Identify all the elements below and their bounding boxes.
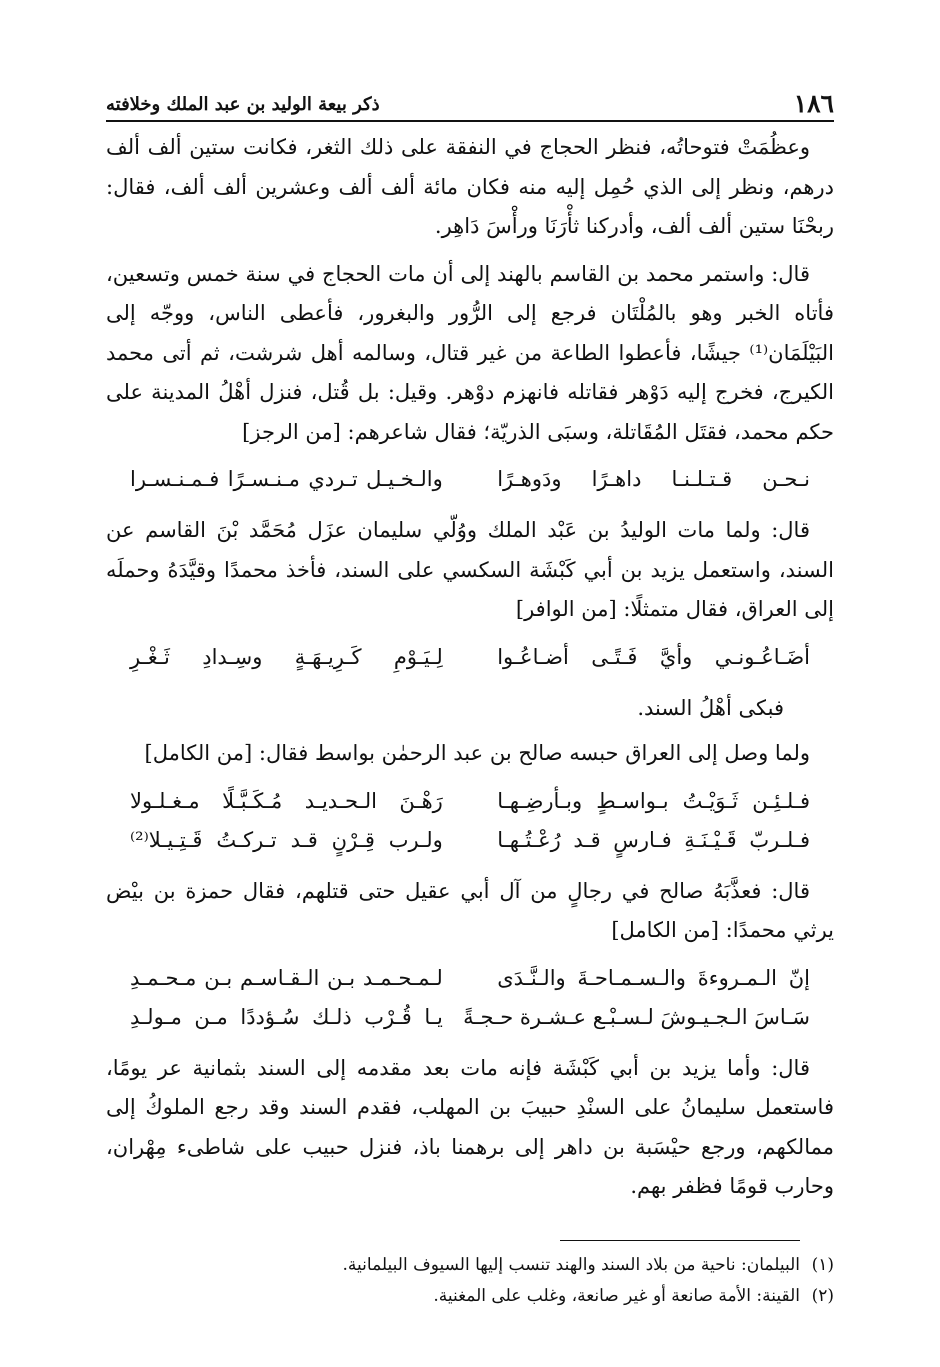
verse-hemistich-first: سَـاسَ الـجـيـوشَ لـسـبْـع عـشـرة حـجـةً [463,1004,810,1029]
verse-hemistich-first: نـحـن قـتـلـنـا داهـرًا ودَوهـرًا [497,467,810,491]
poem-rajaz [106,460,834,499]
verse-hemistich-first: أضَـاعُـونـي وأيَّ فَـتًـى أضـاعُـوا [497,644,810,669]
running-title: ذكر بيعة الوليد بن عبد الملك وخلافته [106,94,380,115]
footnote-text: القينة: الأمة صانعة أو غير صانعة، وغلب على المغنية. [433,1286,800,1306]
verse-hemistich-first: فـلـربّ قَـيْـنَـةِ فـارسٍ قـد رُعْـتُـهـا [497,827,810,852]
paragraph-7: قال: وأما يزيد بن أبي كَبْشَة فإنه مات بعد مقدمه إلى السند بثمانية عر يومًا، فاستعمل سليمانُ على السنْدِ حبيبَ بن المهلب، فقدم السند وقد رجع الملوكُ إلى ممالكهم، ورجع حيْسَبة بن داهر إلى برهمنا باذ، فنزل حبيب على شاطىء مِهْران، وحارب قومًا فظفر بهم. [106,1055,834,1198]
verse-line [106,821,834,860]
footnote-text: البيلمان: ناحية من بلاد السند والهند تنسب إليها السيوف البيلمانية. [342,1255,800,1275]
paragraph-6: قال: فعذَّبَهُ صالح في رجالٍ من آل أبي عقيل حتى قتلهم، فقال حمزة بن بيْض يرثي محمدًا: [من الكامل] [106,878,834,942]
footnote [106,1250,834,1281]
verse-line [106,959,834,998]
footnote [106,1281,834,1312]
paragraph-1: وعظُمَتْ فتوحاتُه، فنظر الحجاج في النفقة على ذلك الثغر، فكانت ستين ألف ألف درهم، ونظر إلى الذي حُمِل إليه منه فكان مائة ألف ألف وعشرين ألف ألف، فقال: ربحْنَا ستين ألف ألف، وأدركنا ثأْرَنَا ورأْسَ دَاهِر. [106,135,834,238]
footnote-rule [560,1240,800,1241]
verse-line [106,460,834,499]
verse-hemistich-first: إنّ الـمـروءةَ والـسـمـاحـةَ والـنَّـدَى [497,965,810,990]
poem-kamil-2 [106,959,834,1037]
body-text [106,128,834,1215]
verse-hemistich-second: والـخـيـل تـردي مـنـسـرًا فـمـنـسـرا [130,467,443,491]
paragraph-3: قال: ولما مات الوليدُ بن عَبْد الملك ووُلّي سليمان عزَل مُحَمَّد بْنَ القاسم عن السند، واستعمل يزيد بن أبي كَبْشَة السكسي على السند، فأخذ محمدًا وقيَّدَهُ وحملَه إلى العراق، فقال متمثلًا: [من الوافر] [106,518,834,621]
page-header [106,78,834,118]
footnote-number: (٢) [811,1286,834,1306]
poem-kamil-1 [106,782,834,860]
verse-line [106,782,834,821]
verse-hemistich-first: فـلـئِـن ثَـوَيْـتُ بـواسـطٍ وبـأرضِـهـا [497,788,810,813]
verse-line [106,998,834,1037]
verse-line [106,638,834,677]
paragraph-5: ولما وصل إلى العراق حبسه صالح بن عبد الرحمٰن بواسط فقال: [من الكامل] [144,741,810,765]
verse-hemistich-second: ولـرب قِـرْنٍ قـد تـركـتُ قَـتِـيـلا⁽²⁾ [130,827,443,852]
paragraph-4: فبكى أهْلُ السند. [637,695,784,720]
header-rule [106,120,834,122]
verse-hemistich-second: يـا قُـرْب ذلـك سُـؤددًا مـن مـولـدِ [130,1004,443,1029]
verse-hemistich-second: لِـيَـوْمِ كَـرِيـهَـةٍ وسِـدادِ ثَـغْـرِ [130,644,443,669]
page-number: ١٨٦ [793,89,834,118]
verse-hemistich-second: رَهْـنَ الـحـديـد مُـكَـبَّـلًا مـغـلـولا [130,788,443,813]
verse-hemistich-second: لـمـحـمـد بـن الـقـاسـم بـن مـحـمـدِ [130,965,443,990]
footnote-number: (١) [811,1255,834,1275]
paragraph-2: قال: واستمر محمد بن القاسم بالهند إلى أن مات الحجاج في سنة خمس وتسعين، فأتاه الخبر وهو بالمُلْتَان فرجع إلى الرُّور والبغرور، فأعطى الناس، ووجّه إلى البَيْلَمَان⁽¹⁾ جيشًا، فأعطوا الطاعة من غير قتال، وسالمه أهل شرشت، ثم أتى محمد الكيرج، فخرج إليه دَوْهر فقاتله فانهزم دوْهر. وقيل: بل قُتل، فنزل أهْلُ المدينة على حكم محمد، فقتَل المُقَاتلة، وسبَى الذريّة؛ فقال شاعرهم: [من الرجز] [106,261,834,444]
footnotes [106,1250,834,1312]
poem-wafir [106,638,834,677]
